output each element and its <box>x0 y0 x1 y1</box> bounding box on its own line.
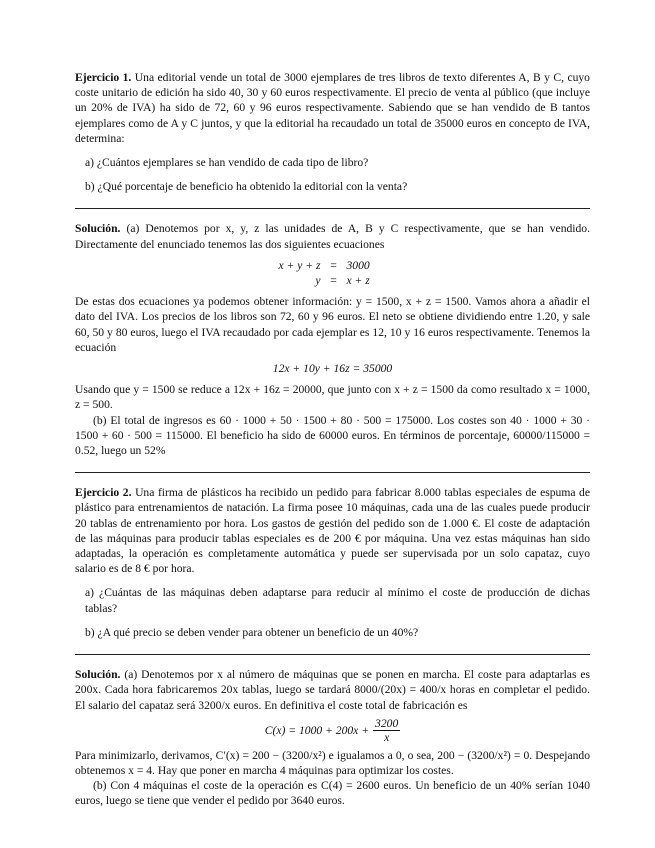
exercise-2-question-b: b) ¿A qué precio se deben vender para obtener un beneficio de un 40%? <box>85 625 419 639</box>
solution-1-paragraph-2: De estas dos ecuaciones ya podemos obtener información: y = 1500, x + z = 1500. Vamos ahora a añadir el dato del IVA. Los precios de los libros son 72, 60 y 96 euros. El neto se obtiene dividiendo entre 1.20, y sale 60, 50 y 80 euros, luego el IVA recaudado por cada ejemplar es 12, 10 y 16 euros respectivamente. Tenemos la ecuación <box>75 295 590 354</box>
equation-system: x + y + z = 3000 y = x + z <box>278 258 370 288</box>
exercise-1-question-b: b) ¿Qué porcentaje de beneficio ha obtenido la editorial con la venta? <box>85 180 408 194</box>
exercise-2 <box>75 485 590 576</box>
solution-1-paragraph-3: Usando que y = 1500 se reduce a 12x + 16z = 20000, que junto con x + z = 1500 da como resultado x = 1000, z = 500. <box>75 383 590 412</box>
exercise-2-text: Una firma de plásticos ha recibido un pedido para fabricar 8.000 tablas especiales de espuma de plástico para entrenamientos de natación. La firma posee 10 máquinas, cada una de las cuales puede producir 20 tablas de entrenamiento por hora. Los gastos de gestión del pedido son de 1.000 €. El coste de adaptación de las máquinas para producir tablas especiales es de 200 € por máquina. Una vez estas máquinas han sido adaptadas, la operación es completamente automática y puede ser supervisada por un solo capataz, cuyo salario es de 8 € por hora. <box>75 486 590 576</box>
solution-1-part-b: (b) El total de ingresos es 60 · 1000 + 50 · 1500 + 80 · 500 = 175000. Los costes son 40 · 1000 + 30 · 1500 + 60 · 500 = 115000. El beneficio ha sido de 60000 euros. En términos de porcentaje, 60000/115000 = 0.52, luego un 52% <box>75 413 590 458</box>
solution-2-title: Solución. <box>75 668 121 682</box>
exercise-1-text: Una editorial vende un total de 3000 ejemplares de tres libros de texto diferentes A, B y C, cuyo coste unitario de edición ha sido 40, 30 y 60 euros respectivamente. El precio de venta al público (que incluye un 20% de IVA) ha sido de 72, 60 y 96 euros respectivamente. Sabiendo que se han vendido de B tantos ejemplares como de A y C juntos, y que la editorial ha recaudado un total de 35000 euros en concepto de IVA, determina: <box>75 71 590 145</box>
solution-1-title: Solución. <box>75 222 121 236</box>
exercise-1 <box>75 70 590 146</box>
document-page <box>75 70 590 809</box>
exercise-2-question-a: a) ¿Cuántas de las máquinas deben adaptarse para reducir al mínimo el coste de producción de dichas tablas? <box>85 586 590 615</box>
exercise-1-question-a: a) ¿Cuántos ejemplares se han vendido de cada tipo de libro? <box>85 156 369 170</box>
solution-2-part-b: (b) Con 4 máquinas el coste de la operación es C(4) = 2600 euros. Un beneficio de un 40% serían 1040 euros, luego se tiene que vender el pedido por 3640 euros. <box>75 779 590 808</box>
divider <box>75 472 590 473</box>
solution-2-paragraph-2: Para minimizarlo, derivamos, C′(x) = 200 − (3200/x²) e igualamos a 0, o sea, 200 − (3200/x²) = 0. Despejando obtenemos x = 4. Hay que poner en marcha 4 máquinas para optimizar los costes. <box>75 748 590 777</box>
divider <box>75 208 590 209</box>
cost-function-equation: C(x) = 1000 + 200x + $\frac{3200}{x}$ <box>264 716 399 744</box>
solution-2-intro: Solución. (a) Denotemos por x al número de máquinas que se ponen en marcha. El coste para adaptarlas es 200x. Cada hora fabricaremos 20x tablas, luego se tardará 8000/(20x) = 400/x horas en completar el pedido. El salario del capataz será 3200/x euros. En definitiva el coste total de fabricación es <box>75 668 591 712</box>
divider <box>75 654 590 655</box>
exercise-1-title: Ejercicio 1. <box>75 71 132 84</box>
solution-1-intro: Solución. (a) Denotemos por x, y, z las unidades de A, B y C respectivamente, que se han vendido. Directamente del enunciado tenemos las dos siguientes ecuaciones <box>75 222 590 251</box>
iva-equation: 12x + 10y + 16z = 35000 <box>272 362 393 376</box>
exercise-2-title: Ejercicio 2. <box>75 486 132 500</box>
